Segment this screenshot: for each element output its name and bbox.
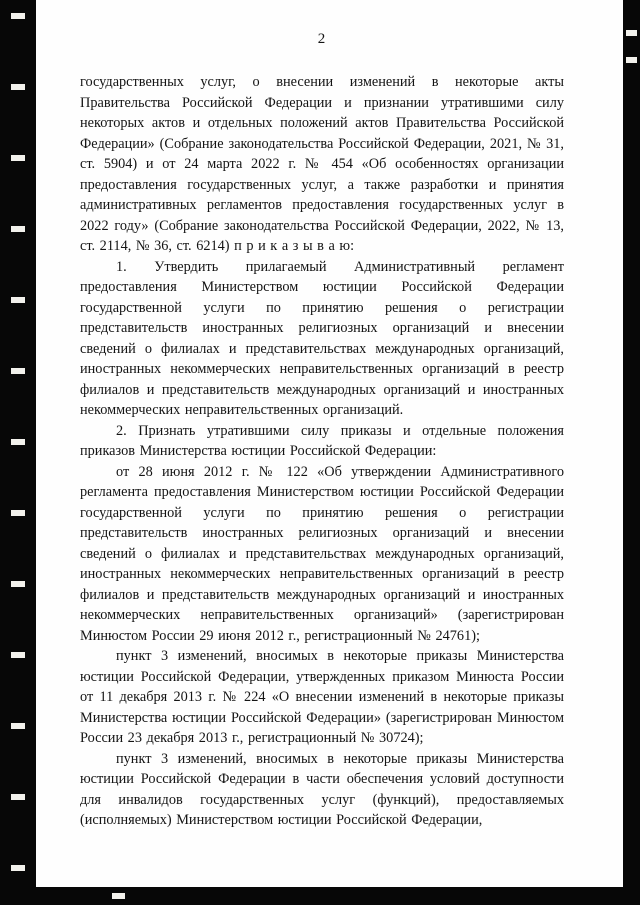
paragraph-continuation: государственных услуг, о внесении изменений в некоторые акты Правительства Российской Федерации и признании утратившими силу некоторых актов и отдельных положений актов Правительства Российской Федерации» (Собрание законодательства Российской Федерации, 2021, № 31, ст. 5904) и от 24 марта 2022 г. № 454 «Об особенностях организации предоставления государственных услуг, а также разработки и принятия административных регламентов предоставления государственных услуг в 2022 году» (Собрание законодательства Российской Федерации, 2022, № 13, ст. 2114, № 36, ст. 6214) п р и к а з ы в а ю:	[80, 74, 564, 254]
paragraph-repealed-order-2012: от 28 июня 2012 г. № 122 «Об утверждении Административного регламента предоставления Министерством юстиции Российской Федерации государственной услуги по принятию решения о регистрации представительств иностранных религиозных организаций и внесении сведений о филиалах и представительствах международных организаций, иностранных некоммерческих неправительственных организаций в реестр филиалов и представительств международных организаций и иностранных некоммерческих неправительственных организаций» (зарегистрирован Минюстом России 29 июня 2012 г., регистрационный № 24761);	[80, 463, 564, 644]
scan-edge-bottom	[36, 887, 640, 905]
scan-edge-bottom-notch	[112, 893, 125, 899]
paragraph-repealed-point3-accessibility: пункт 3 изменений, вносимых в некоторые приказы Министерства юстиции Российской Федерации в части обеспечения условий доступности для инвалидов государственных услуг (функций), предоставляемых (исполняемых) Министерством юстиции Российской Федерации,	[80, 750, 564, 828]
document-body	[80, 72, 564, 831]
paragraph-repealed-point3-2013: пункт 3 изменений, вносимых в некоторые приказы Министерства юстиции Российской Федерации, утвержденных приказом Минюста России от 11 декабря 2013 г. № 224 «О внесении изменений в некоторые приказы Министерства юстиции Российской Федерации» (зарегистрирован Минюстом России 23 декабря 2013 г., регистрационный № 30724);	[80, 648, 564, 746]
scan-edge-left	[0, 0, 36, 905]
page-number: 2	[317, 31, 326, 47]
paragraph-item-1: 1. Утвердить прилагаемый Административный регламент предоставления Министерством юстиции Российской Федерации государственной услуги по принятию решения о регистрации представительств иностранных религиозных организаций и внесении сведений о филиалах и представительствах международных организаций, иностранных некоммерческих неправительственных организаций в реестр филиалов и представительств международных организаций и иностранных некоммерческих неправительственных организаций.	[80, 258, 564, 418]
scan-edge-right-notch	[626, 57, 637, 63]
scan-edge-left-dashes	[11, 0, 25, 905]
scan-edge-right	[623, 0, 640, 905]
paragraph-item-2: 2. Признать утратившими силу приказы и отдельные положения приказов Министерства юстиции Российской Федерации:	[80, 422, 564, 459]
scan-edge-right-notch	[626, 30, 637, 36]
